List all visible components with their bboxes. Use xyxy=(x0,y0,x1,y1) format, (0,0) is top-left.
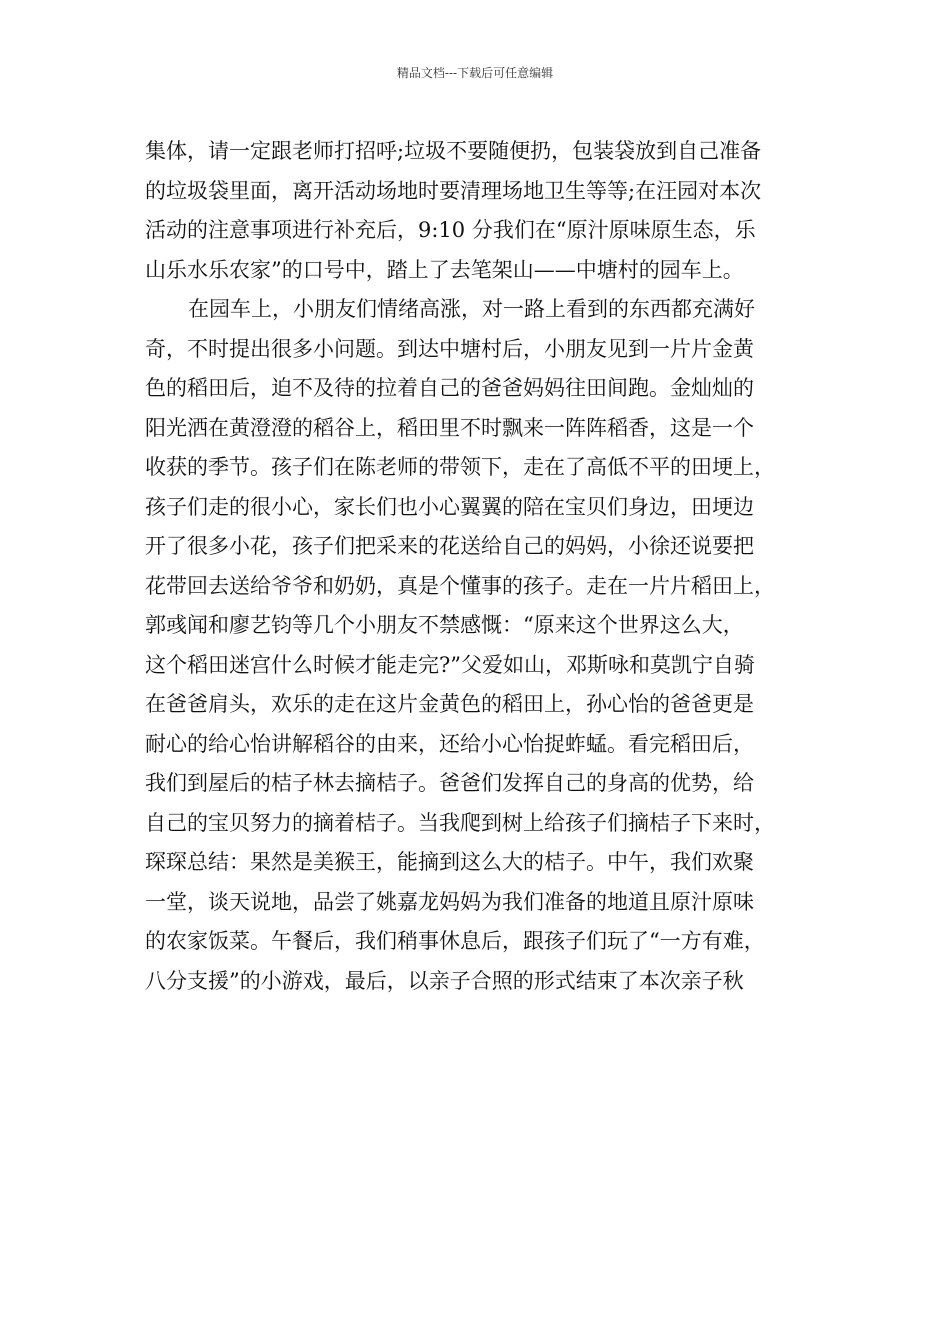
text-line: 这个稻田迷宫什么时候才能走完?”父爱如山，邓斯咏和莫凯宁自骑 xyxy=(145,652,755,677)
text-line: 自己的宝贝努力的摘着桔子。当我爬到树上给孩子们摘桔子下来时， xyxy=(145,810,775,835)
text-line: 琛琛总结：果然是美猴王，能摘到这么大的桔子。中午，我们欢聚 xyxy=(145,850,754,874)
paragraph-start-line: 在园车上，小朋友们情绪高涨，对一路上看到的东西都充满好 xyxy=(188,297,755,321)
text-line: 山乐水乐农家”的口号中，踏上了去笔架山——中塘村的园车上。 xyxy=(145,257,744,282)
text-line: 的垃圾袋里面，离开活动场地时要清理场地卫生等等;在汪园对本次 xyxy=(145,178,762,203)
text-line: 一堂，谈天说地，品尝了姚嘉龙妈妈为我们准备的地道且原汁原味 xyxy=(145,889,754,914)
body-text xyxy=(145,132,825,1001)
page-header: 精品文档---下载后可任意编辑 xyxy=(396,66,554,80)
text-line: 的农家饭菜。午餐后，我们稍事休息后，跟孩子们玩了“一方有难， xyxy=(145,929,765,953)
text-line: 开了很多小花，孩子们把采来的花送给自己的妈妈，小徐还说要把 xyxy=(145,534,754,558)
text-line: 花带回去送给爷爷和奶奶，真是个懂事的孩子。走在一片片稻田上， xyxy=(145,573,775,598)
text-line: 八分支援”的小游戏，最后，以亲子合照的形式结束了本次亲子秋 xyxy=(145,968,744,993)
text-line: 孩子们走的很小心，家长们也小心翼翼的陪在宝贝们身边，田埂边 xyxy=(145,494,754,519)
text-line: 奇，不时提出很多小问题。到达中塘村后，小朋友见到一片片金黄 xyxy=(145,336,754,361)
text-line: 在爸爸肩头，欢乐的走在这片金黄色的稻田上，孙心怡的爸爸更是 xyxy=(145,692,754,716)
text-line: 郭彧闻和廖艺钧等几个小朋友不禁感慨：“原来这个世界这么大， xyxy=(145,613,744,637)
text-line: 色的稻田后，迫不及待的拉着自己的爸爸妈妈往田间跑。金灿灿的 xyxy=(145,376,754,400)
text-line: 活动的注意事项进行补充后，9:10 分我们在“原汁原味原生态，乐 xyxy=(145,218,756,242)
text-line: 集体，请一定跟老师打招呼;垃圾不要随便扔，包装袋放到自己准备 xyxy=(145,139,762,163)
text-line: 我们到屋后的桔子林去摘桔子。爸爸们发挥自己的身高的优势，给 xyxy=(145,771,754,795)
text-line: 阳光洒在黄澄澄的稻谷上，稻田里不时飘来一阵阵稻香，这是一个 xyxy=(145,415,754,440)
text-line: 耐心的给心怡讲解稻谷的由来，还给小心怡捉蚱蜢。看完稻田后， xyxy=(145,731,754,756)
text-line: 收获的季节。孩子们在陈老师的带领下，走在了高低不平的田埂上， xyxy=(145,455,775,479)
